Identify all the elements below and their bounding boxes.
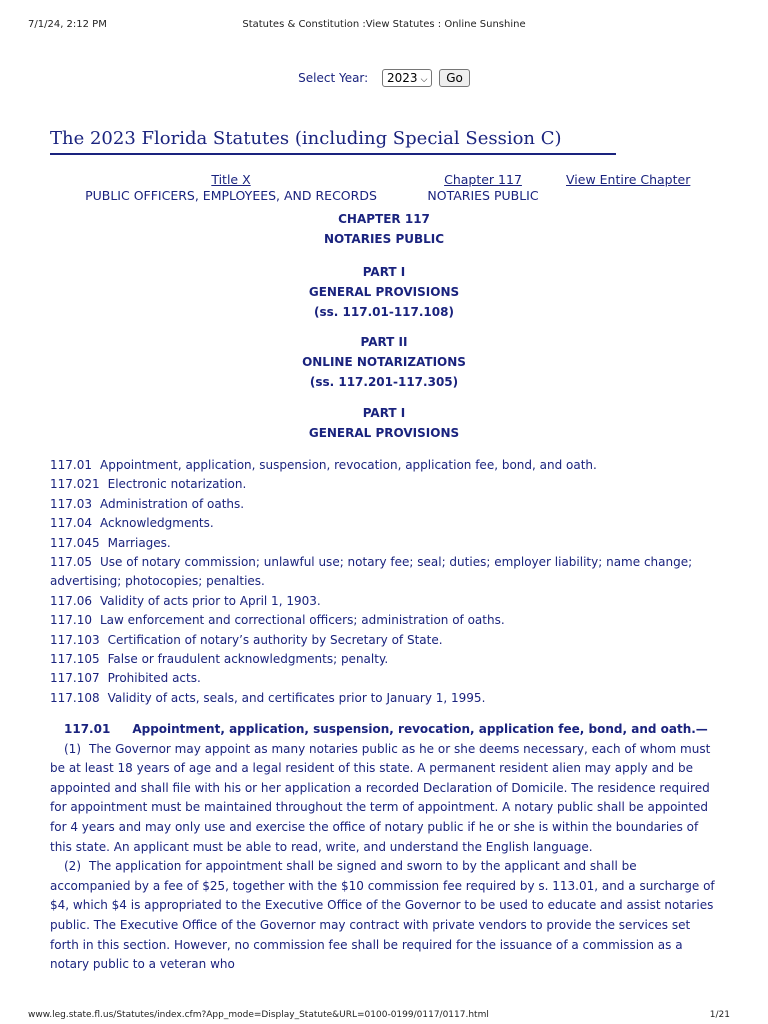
chapter-number: CHAPTER 117 [338,212,430,226]
year-dropdown-value: 2023 [387,71,418,85]
paragraph-number: (1) [64,741,81,756]
part1b-label: PART I [362,406,406,420]
go-button[interactable]: Go [439,69,470,87]
toc-item[interactable] [50,650,720,669]
toc-item-text[interactable]: Administration of oaths. [100,496,245,511]
nav-title-block [80,172,382,204]
toc-item-text[interactable]: Validity of acts, seals, and certificates prior to January 1, 1995. [107,690,486,705]
year-dropdown[interactable] [382,69,432,87]
toc-item-text[interactable]: Law enforcement and correctional officers; administration of oaths. [100,613,505,628]
toc-item-number[interactable]: 117.021 [50,477,100,492]
toc-item[interactable] [50,534,720,553]
toc-item[interactable] [50,495,720,514]
toc-item-text[interactable]: Marriages. [107,535,171,550]
view-entire-chapter-link[interactable]: View Entire Chapter [566,172,691,187]
part1-range[interactable]: (ss. 117.01-117.108) [314,305,454,319]
paragraph-number: (2) [64,859,81,874]
section-title: Appointment, application, suspension, revocation, application fee, bond, and oath.— [132,722,708,736]
section-heading [50,720,720,740]
table-of-contents [50,456,720,708]
toc-item[interactable] [50,689,720,708]
page-title: The 2023 Florida Statutes (including Special Session C) [50,128,616,155]
chapter-name: NOTARIES PUBLIC [427,188,539,203]
toc-item-number[interactable]: 117.108 [50,690,100,705]
part2-heading[interactable] [0,332,768,392]
section-paragraph [50,740,720,858]
toc-item[interactable] [50,514,720,533]
toc-item-text[interactable]: Validity of acts prior to April 1, 1903. [100,593,321,608]
chapter-link[interactable]: Chapter 117 [444,172,522,187]
section-paragraph [50,857,720,975]
toc-item-number[interactable]: 117.105 [50,652,100,667]
statute-section [50,720,720,975]
print-datetime: 7/1/24, 2:12 PM [28,19,107,30]
part2-label[interactable]: PART II [360,335,408,349]
toc-item-text[interactable]: False or fraudulent acknowledgments; penalty. [107,652,389,667]
paragraph-text: The Governor may appoint as many notaries public as he or she deems necessary, each of whom must be at least 18 years of age and a legal resident of this state. A permanent resident alien may apply and be appointed and shall file with his or her application a recorded Declaration of Domicile. The residence required for appointment must be maintained throughout the term of appointment. A notary public shall be appointed for 4 years and may only use and exercise the office of notary public if he or she is within the boundaries of this state. An applicant must be able to read, write, and understand the English language. [50,741,711,854]
section-number: 117.01 [64,722,111,736]
toc-item-text[interactable]: Appointment, application, suspension, revocation, application fee, bond, and oath. [100,458,597,472]
toc-item-number[interactable]: 117.06 [50,593,92,608]
print-url: www.leg.state.fl.us/Statutes/index.cfm?App_mode=Display_Statute&URL=0100-0199/0117/0117.html [28,1010,489,1020]
toc-item[interactable] [50,611,720,630]
nav-view-block [566,172,690,188]
select-year-label: Select Year: [298,70,369,85]
part1-name[interactable]: GENERAL PROVISIONS [308,285,460,299]
nav-chapter-block [424,172,542,204]
toc-item-text[interactable]: Electronic notarization. [107,477,247,492]
part1-label[interactable]: PART I [362,265,406,279]
chevron-down-icon: ⌵ [420,75,428,85]
part2-range[interactable]: (ss. 117.201-117.305) [309,375,459,389]
year-selector [0,69,768,87]
toc-item-number[interactable]: 117.05 [50,555,92,570]
toc-item-number[interactable]: 117.04 [50,516,92,531]
toc-item[interactable] [50,631,720,650]
toc-item-number[interactable]: 117.045 [50,535,100,550]
toc-item-text[interactable]: Acknowledgments. [100,516,214,531]
part1-section-heading [0,403,768,443]
toc-item-number[interactable]: 117.01 [50,458,92,472]
toc-item-number[interactable]: 117.03 [50,496,92,511]
toc-item-text[interactable]: Prohibited acts. [107,671,201,686]
toc-item[interactable] [50,553,720,592]
title-link[interactable]: Title X [211,172,251,187]
paragraph-text: The application for appointment shall be signed and sworn to by the applicant and shall be accompanied by a fee of $25, together with the $10 commission fee required by s. 113.01, and a surcharge of $4, which $4 is appropriated to the Executive Office of the Governor to be used to educate and assist notaries public. The Executive Office of the Governor may contract with private vendors to provide the services set forth in this section. However, no commission fee shall be required for the issuance of a commission as a notary public to a veteran who [50,859,715,972]
title-name: PUBLIC OFFICERS, EMPLOYEES, AND RECORDS [85,188,377,203]
toc-item-number[interactable]: 117.10 [50,613,92,628]
part2-name[interactable]: ONLINE NOTARIZATIONS [302,355,466,369]
part1b-name: GENERAL PROVISIONS [308,426,460,440]
toc-item-number[interactable]: 117.107 [50,671,100,686]
toc-item-number[interactable]: 117.103 [50,632,100,647]
toc-item[interactable] [50,475,720,494]
chapter-heading-name: NOTARIES PUBLIC [323,232,445,246]
part1-heading[interactable] [0,262,768,322]
page-number: 1/21 [709,1010,730,1020]
toc-item-text[interactable]: Use of notary commission; unlawful use; notary fee; seal; duties; employer liability; name change; advertising; photocopies; penalties. [50,555,693,589]
toc-item[interactable] [50,669,720,688]
toc-item[interactable] [50,456,720,475]
print-page-title: Statutes & Constitution :View Statutes : Online Sunshine [242,19,526,30]
toc-item[interactable] [50,592,720,611]
chapter-heading [0,209,768,249]
toc-item-text[interactable]: Certification of notary’s authority by Secretary of State. [107,632,443,647]
